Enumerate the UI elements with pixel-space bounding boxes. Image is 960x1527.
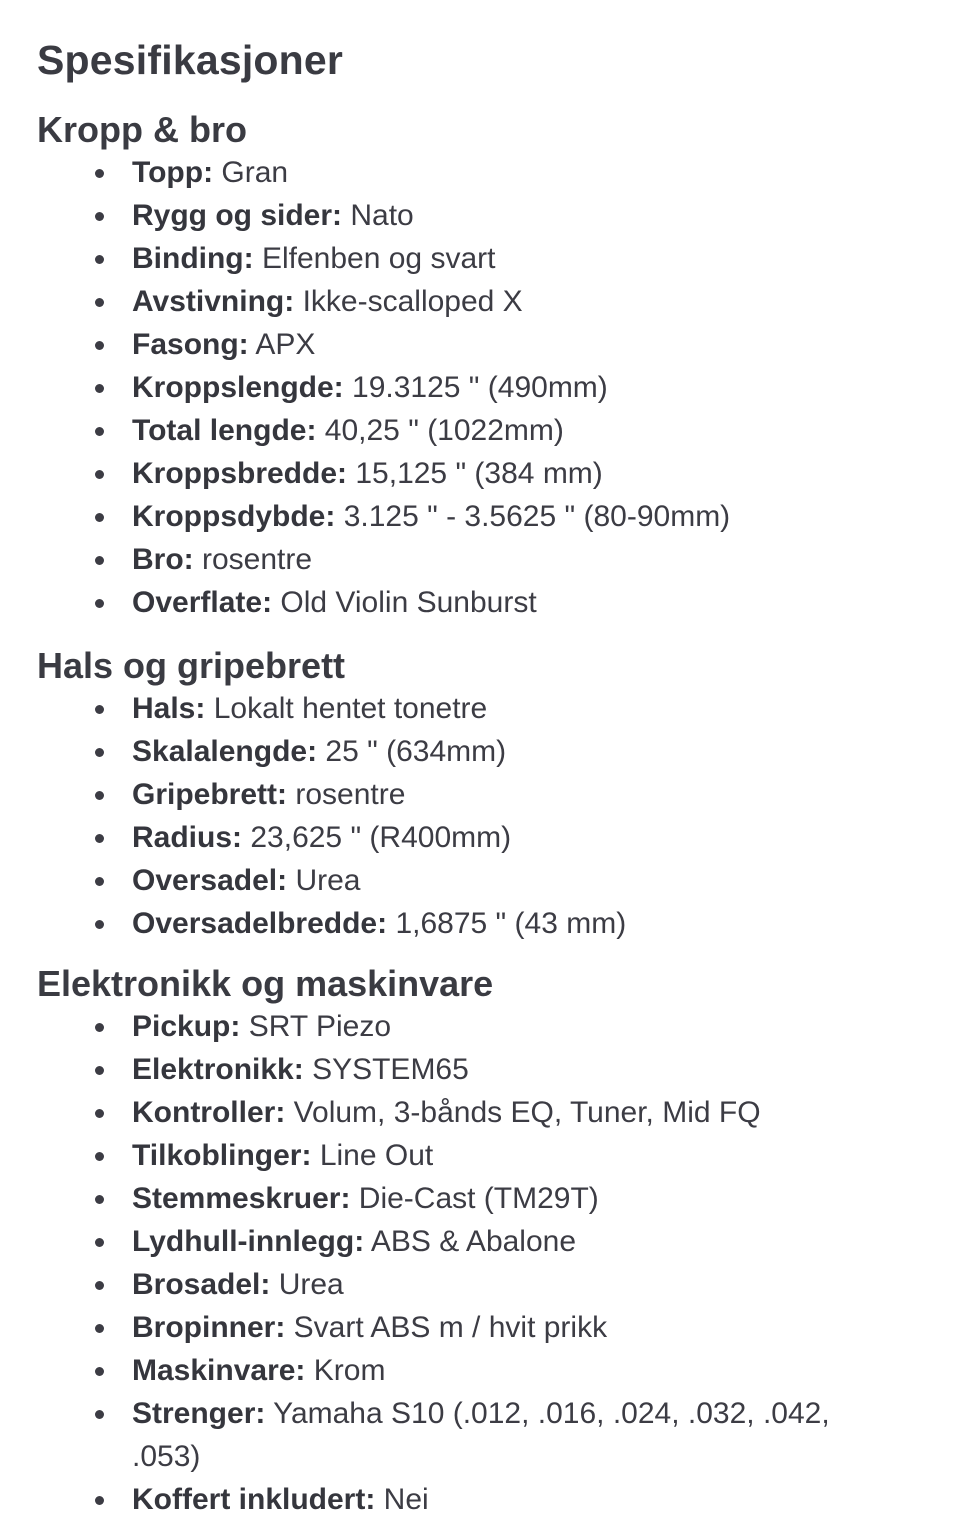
spec-value: Elfenben og svart <box>261 242 496 275</box>
spec-label: Brosadel: <box>132 1268 271 1301</box>
spec-item <box>95 1134 867 1177</box>
spec-item <box>95 773 867 816</box>
spec-label: Maskinvare: <box>132 1354 306 1387</box>
spec-value: Urea <box>278 1268 344 1301</box>
spec-value: 40,25 " (1022mm) <box>324 414 564 447</box>
spec-item <box>95 1048 867 1091</box>
spec-value: Yamaha S10 (.012, .016, .024, .032, .042, .053) <box>132 1397 830 1473</box>
spec-label: Overflate: <box>132 586 273 619</box>
spec-label: Koffert inkludert: <box>132 1483 376 1516</box>
spec-value: Nato <box>350 199 414 232</box>
spec-label: Binding: <box>132 242 254 275</box>
spec-item <box>95 323 867 366</box>
spec-value: Line Out <box>319 1139 434 1172</box>
spec-label: Strenger: <box>132 1397 266 1430</box>
spec-item <box>95 1091 867 1134</box>
spec-item <box>95 1177 867 1220</box>
spec-label: Tilkoblinger: <box>132 1139 312 1172</box>
spec-label: Rygg og sider: <box>132 199 343 232</box>
spec-label: Stemmeskruer: <box>132 1182 351 1215</box>
spec-value: Nei <box>383 1483 429 1516</box>
spec-value: Gran <box>221 156 289 189</box>
spec-value: Ikke-scalloped X <box>302 285 523 318</box>
spec-label: Bropinner: <box>132 1311 286 1344</box>
spec-label: Radius: <box>132 821 243 854</box>
spec-label: Total lengde: <box>132 414 317 447</box>
spec-item <box>95 1263 867 1306</box>
spec-value: SRT Piezo <box>248 1010 391 1043</box>
spec-label: Fasong: <box>132 328 249 361</box>
spec-value: ABS & Abalone <box>370 1225 577 1258</box>
spec-item <box>95 687 867 730</box>
spec-value: APX <box>255 328 316 361</box>
spec-item <box>95 1306 867 1349</box>
spec-value: Svart ABS m / hvit prikk <box>293 1311 608 1344</box>
spec-value: Old Violin Sunburst <box>280 586 537 619</box>
spec-item <box>95 902 867 945</box>
spec-list-elektronikk-maskinvare <box>37 1005 924 1521</box>
spec-label: Lydhull-innlegg: <box>132 1225 365 1258</box>
spec-label: Skalalengde: <box>132 735 318 768</box>
page-title: Spesifikasjoner <box>37 37 344 83</box>
spec-item <box>95 366 867 409</box>
spec-value: 1,6875 " (43 mm) <box>395 907 627 940</box>
spec-label: Elektronikk: <box>132 1053 304 1086</box>
spec-item <box>95 151 867 194</box>
spec-list-kropp-bro <box>37 151 924 624</box>
spec-label: Pickup: <box>132 1010 241 1043</box>
spec-value: 23,625 " (R400mm) <box>250 821 512 854</box>
spec-label: Hals: <box>132 692 206 725</box>
spec-label: Gripebrett: <box>132 778 288 811</box>
spec-item <box>95 1478 867 1521</box>
section-heading-hals-gripebrett: Hals og gripebrett <box>37 645 346 686</box>
spec-item <box>95 581 867 624</box>
spec-value: 3.125 " - 3.5625 " (80-90mm) <box>343 500 731 533</box>
spec-item <box>95 452 867 495</box>
spec-value: Die-Cast (TM29T) <box>358 1182 599 1215</box>
spec-item <box>95 1220 867 1263</box>
spec-label: Bro: <box>132 543 194 576</box>
spec-item <box>95 538 867 581</box>
spec-value: Urea <box>295 864 361 897</box>
spec-label: Oversadel: <box>132 864 288 897</box>
section-heading-elektronikk-maskinvare: Elektronikk og maskinvare <box>37 963 494 1004</box>
spec-item <box>95 816 867 859</box>
spec-label: Topp: <box>132 156 214 189</box>
spec-label: Kroppslengde: <box>132 371 344 404</box>
spec-value: rosentre <box>295 778 406 811</box>
spec-label: Oversadelbredde: <box>132 907 388 940</box>
spec-value: 19.3125 " (490mm) <box>352 371 608 404</box>
spec-label: Kontroller: <box>132 1096 286 1129</box>
spec-item <box>95 280 867 323</box>
spec-value: rosentre <box>202 543 313 576</box>
section-heading-kropp-bro: Kropp & bro <box>37 109 247 150</box>
spec-item <box>95 1349 867 1392</box>
spec-item <box>95 495 867 538</box>
spec-label: Kroppsbredde: <box>132 457 348 490</box>
spec-value: 25 " (634mm) <box>325 735 507 768</box>
spec-item <box>95 409 867 452</box>
spec-item <box>95 859 867 902</box>
spec-label: Avstivning: <box>132 285 295 318</box>
spec-item <box>95 194 867 237</box>
spec-value: SYSTEM65 <box>312 1053 469 1086</box>
spec-value: Krom <box>313 1354 386 1387</box>
spec-value: 15,125 " (384 mm) <box>355 457 603 490</box>
spec-item <box>95 1392 867 1478</box>
spec-list-hals-gripebrett <box>37 687 924 945</box>
spec-value: Lokalt hentet tonetre <box>213 692 488 725</box>
spec-item <box>95 237 867 280</box>
spec-label: Kroppsdybde: <box>132 500 336 533</box>
spec-item <box>95 730 867 773</box>
spec-value: Volum, 3-bånds EQ, Tuner, Mid FQ <box>293 1096 761 1129</box>
spec-item <box>95 1005 867 1048</box>
